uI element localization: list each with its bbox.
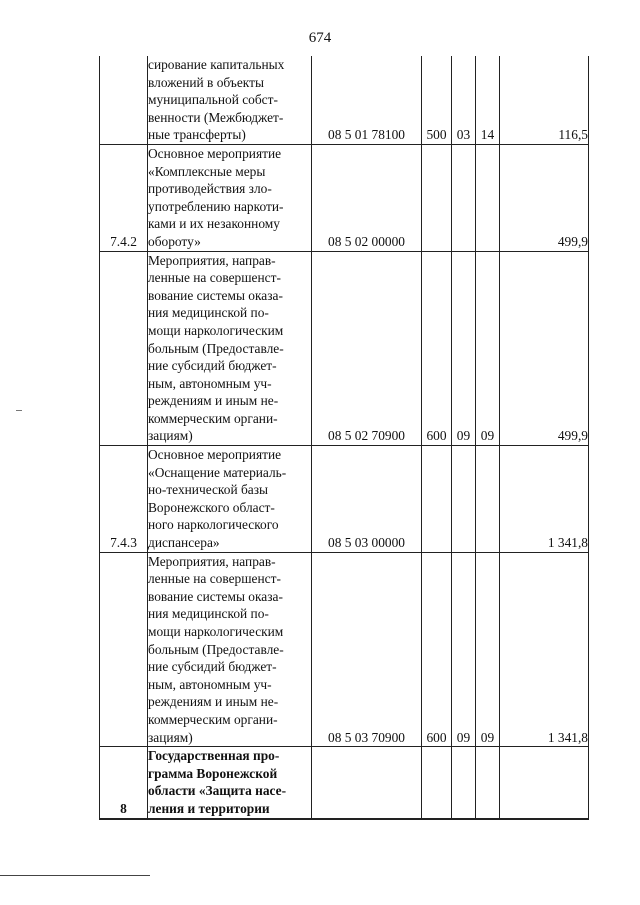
description-line: употреблению наркоти-	[148, 198, 284, 214]
subsection-cell: 09	[476, 251, 500, 446]
description-line: вование системы оказа-	[148, 588, 283, 604]
subsection-cell: 09	[476, 552, 500, 747]
description-line: ным, автономным уч-	[148, 375, 272, 391]
description-line: ния медицинской по-	[148, 305, 269, 321]
expense-type-cell	[422, 144, 452, 251]
description-line: Воронежского област-	[148, 499, 275, 515]
section-cell	[452, 144, 476, 251]
description-cell	[148, 446, 312, 553]
description-line: ленные на совершенст-	[148, 270, 281, 286]
description-line: ние субсидий бюджет-	[148, 358, 277, 374]
description-line: «Оснащение материаль-	[148, 464, 287, 480]
description-line: больным (Предоставле-	[148, 641, 284, 657]
table-row	[100, 446, 589, 553]
item-number-cell: 8	[100, 747, 148, 819]
section-cell: 09	[452, 251, 476, 446]
description-line: Основное мероприятие	[148, 145, 282, 161]
item-number-cell	[100, 251, 148, 446]
description-line: венности (Межбюджет-	[148, 109, 284, 125]
amount-cell: 1 341,8	[500, 446, 589, 553]
target-code-cell	[312, 747, 422, 819]
description-line: Государственная про-	[148, 748, 280, 764]
description-line: сирование капитальных	[148, 57, 285, 72]
description-line: муниципальной собст-	[148, 92, 278, 108]
item-number-cell	[100, 552, 148, 747]
subsection-cell	[476, 747, 500, 819]
description-line: области «Защита насе-	[148, 783, 287, 799]
description-line: вложений в объекты	[148, 74, 264, 90]
target-code-cell: 08 5 02 70900	[312, 251, 422, 446]
description-line: обороту»	[148, 233, 201, 249]
subsection-cell	[476, 144, 500, 251]
description-line: мощи наркологическим	[148, 624, 284, 639]
description-line: ками и их незаконному	[148, 216, 280, 232]
description-line: больным (Предоставле-	[148, 340, 284, 356]
description-cell	[148, 56, 312, 144]
description-line: грамма Воронежской	[148, 765, 278, 781]
margin-mark	[16, 410, 22, 411]
description-line: ние субсидий бюджет-	[148, 659, 277, 675]
table-row	[100, 747, 589, 819]
subsection-cell	[476, 446, 500, 553]
description-cell	[148, 144, 312, 251]
description-cell	[148, 251, 312, 446]
table-body	[100, 56, 589, 819]
section-cell: 03	[452, 56, 476, 144]
description-line: ленные на совершенст-	[148, 571, 281, 587]
expense-type-cell	[422, 446, 452, 553]
description-line: реждениям и иным не-	[148, 694, 279, 710]
description-line: Основное мероприятие	[148, 447, 282, 463]
description-line: ного наркологического	[148, 517, 279, 533]
description-line: противодействия зло-	[148, 181, 272, 197]
description-line: зациям)	[148, 428, 193, 444]
description-line: ным, автономным уч-	[148, 676, 272, 692]
item-number-cell: 7.4.2	[100, 144, 148, 251]
target-code-cell: 08 5 02 00000	[312, 144, 422, 251]
amount-cell: 499,9	[500, 251, 589, 446]
table-row	[100, 56, 589, 144]
budget-table	[99, 56, 589, 820]
expense-type-cell	[422, 747, 452, 819]
description-line: коммерческим органи-	[148, 711, 278, 727]
amount-cell: 1 341,8	[500, 552, 589, 747]
description-line: ния медицинской по-	[148, 606, 269, 622]
expense-type-cell: 600	[422, 251, 452, 446]
item-number-cell	[100, 56, 148, 144]
expense-type-cell: 600	[422, 552, 452, 747]
expense-type-cell: 500	[422, 56, 452, 144]
target-code-cell: 08 5 01 78100	[312, 56, 422, 144]
target-code-cell: 08 5 03 70900	[312, 552, 422, 747]
description-line: Мероприятия, направ-	[148, 252, 276, 268]
description-cell	[148, 552, 312, 747]
table-row	[100, 251, 589, 446]
description-line: зациям)	[148, 729, 193, 745]
description-line: коммерческим органи-	[148, 410, 278, 426]
subsection-cell: 14	[476, 56, 500, 144]
description-line: реждениям и иным не-	[148, 393, 279, 409]
amount-cell: 499,9	[500, 144, 589, 251]
description-line: ные трансферты)	[148, 127, 246, 143]
description-line: Мероприятия, направ-	[148, 553, 276, 569]
description-line: «Комплексные меры	[148, 163, 266, 179]
description-line: но-технической базы	[148, 482, 268, 498]
description-line: ления и территории	[148, 800, 270, 816]
item-number-cell: 7.4.3	[100, 446, 148, 553]
footer-rule	[0, 875, 150, 876]
section-cell	[452, 747, 476, 819]
description-line: мощи наркологическим	[148, 322, 284, 338]
target-code-cell: 08 5 03 00000	[312, 446, 422, 553]
amount-cell	[500, 747, 589, 819]
description-cell	[148, 747, 312, 819]
table-row	[100, 144, 589, 251]
description-line: диспансера»	[148, 535, 220, 551]
table-row	[100, 552, 589, 747]
page-number: 674	[308, 30, 332, 46]
section-cell	[452, 446, 476, 553]
section-cell: 09	[452, 552, 476, 747]
description-line: вование системы оказа-	[148, 287, 283, 303]
amount-cell: 116,5	[500, 56, 589, 144]
